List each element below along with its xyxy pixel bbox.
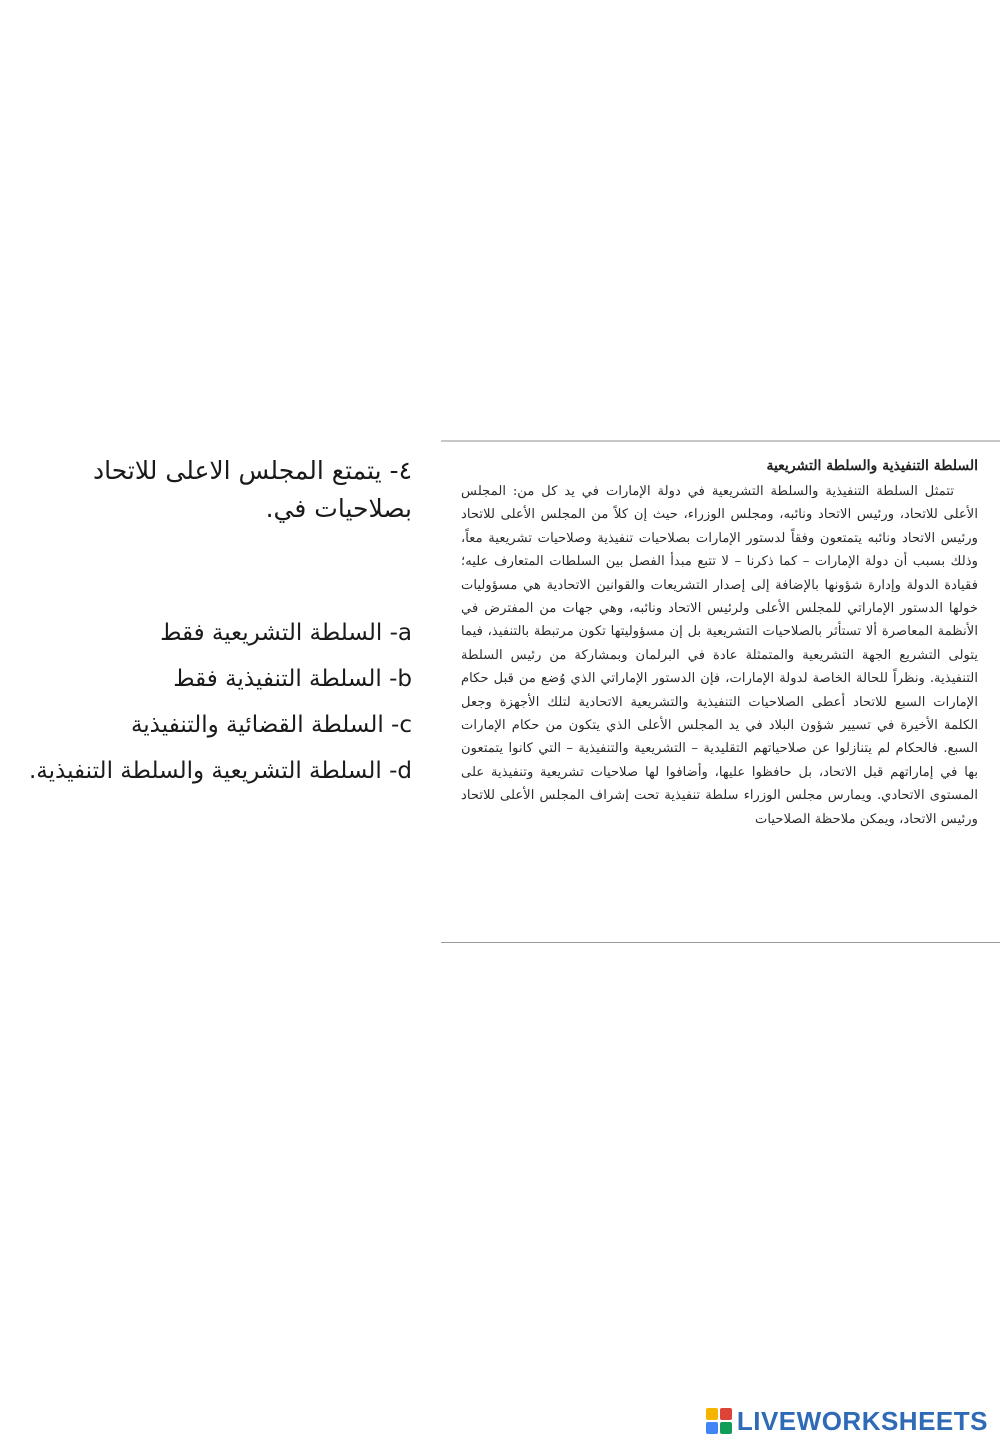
textbook-excerpt bbox=[441, 440, 1000, 943]
option-d[interactable] bbox=[0, 748, 412, 794]
liveworksheets-logo-icon bbox=[706, 1408, 732, 1434]
option-label: - السلطة التشريعية فقط bbox=[160, 620, 398, 646]
option-a[interactable] bbox=[0, 610, 412, 656]
option-c[interactable] bbox=[0, 702, 412, 748]
option-label: - السلطة التشريعية والسلطة التنفيذية. bbox=[28, 758, 398, 784]
answer-options bbox=[0, 610, 412, 794]
option-label: - السلطة التنفيذية فقط bbox=[173, 666, 398, 692]
option-letter: d bbox=[397, 758, 412, 784]
excerpt-heading: السلطة التنفيذية والسلطة التشريعية bbox=[766, 458, 978, 474]
option-label: - السلطة القضائية والتنفيذية bbox=[130, 712, 400, 738]
option-letter: a bbox=[397, 620, 412, 646]
liveworksheets-brand bbox=[706, 1406, 988, 1436]
option-letter: b bbox=[397, 666, 412, 692]
option-b[interactable] bbox=[0, 656, 412, 702]
excerpt-body: تتمثل السلطة التنفيذية والسلطة التشريعية في دولة الإمارات في يد كل من: المجلس الأعلى للاتحاد، ورئيس الاتحاد ونائبه، ومجلس الوزراء، حيث إن كلاً من المجلس الأعلى للاتحاد ورئيس الاتحاد ونائبه يتمتعون وفقاً لدستور الإمارات بصلاحيات تنفيذية وصلاحيات تشريعية معاً، وذلك بسبب أن دولة الإمارات – كما ذكرنا – لا تتبع مبدأ الفصل بين السلطات المتعارف عليه؛ فقيادة الدولة وإدارة شؤونها بالإضافة إلى إصدار التشريعات والقوانين الاتحادية هي مسؤوليات خولها الدستور الإماراتي للمجلس الأعلى ولرئيس الاتحاد ونائبه، وهي جهات من المفترض في الأنظمة المعاصرة ألا تستأثر بالصلاحيات التشريعية بل إن مسؤوليتها تكون مرتبطة بالتنفيذ، فيما يتولى التشريع الجهة التشريعية والمتمثلة عادة في البرلمان وبمشاركة من رئيس السلطة التنفيذية. ونظراً للحالة الخاصة لدولة الإمارات، فإن الدستور الإماراتي الذي وُضع من قبل حكام الإمارات السبع للاتحاد أعطى الصلاحيات التنفيذية والتشريعية الاتحادية لتلك الأجهزة وجعل الكلمة الأخيرة في تسيير شؤون البلاد في يد المجلس الأعلى الذي يتكون من حكام الإمارات السبع. فالحكام لم يتنازلوا عن صلاحياتهم التقليدية – التشريعية والتنفيذية – التي كانوا يتمتعون بها في إماراتهم قبل الاتحاد، بل حافظوا عليها، وأضافوا لها صلاحيات تشريعية وتنفيذية على المستوى الاتحادي. ويمارس مجلس الوزراء سلطة تنفيذية تحت إشراف المجلس الأعلى للاتحاد ورئيس الاتحاد، ويمكن ملاحظة الصلاحيات bbox=[461, 484, 978, 827]
option-letter: c bbox=[399, 712, 412, 738]
question-text: ٤- يتمتع المجلس الاعلى للاتحاد بصلاحيات في. bbox=[93, 456, 412, 523]
brand-name: LIVEWORKSHEETS bbox=[736, 1406, 988, 1436]
